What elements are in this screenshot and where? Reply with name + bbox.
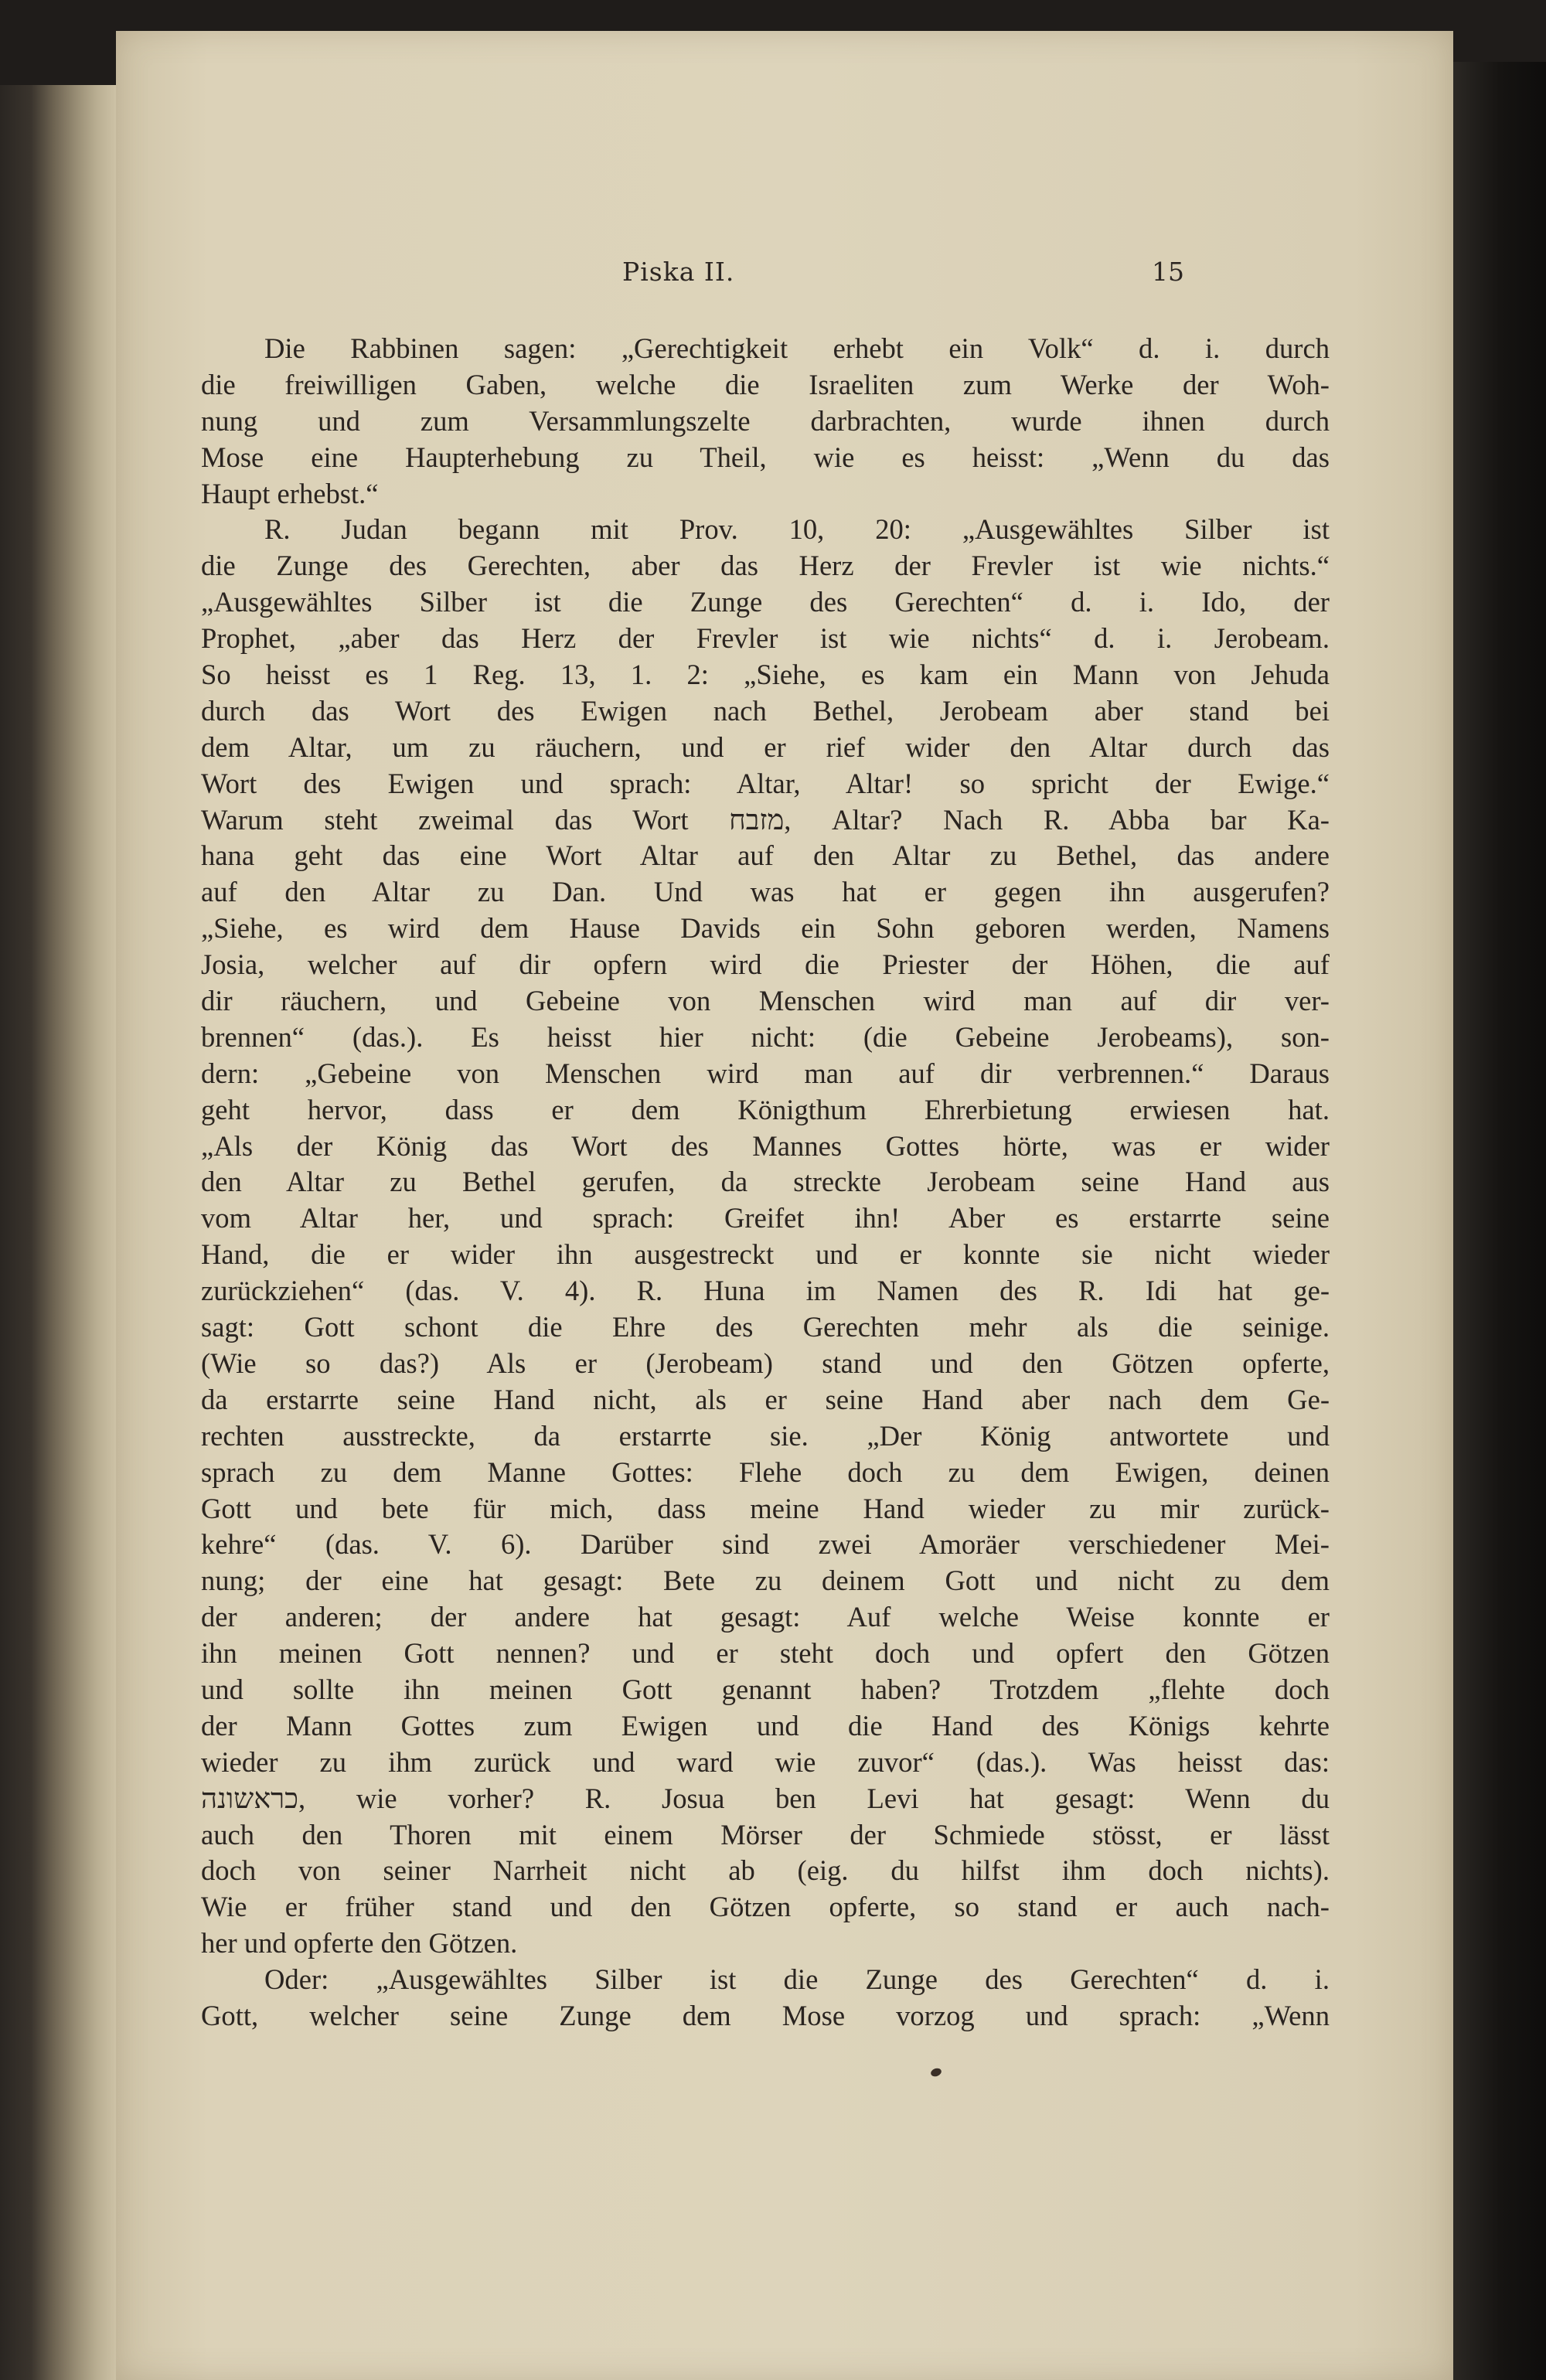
text-line: hana geht das eine Wort Altar auf den Altar zu Bethel, das andere <box>201 839 1330 872</box>
text-line: Die Rabbinen sagen: „Gerechtigkeit erhebt ein Volk“ d. i. durch <box>264 332 1330 364</box>
text-line: כראשונה, wie vorher? R. Josua ben Levi hat gesagt: Wenn du <box>201 1782 1330 1814</box>
text-line: zurückziehen“ (das. V. 4). R. Huna im Namen des R. Idi hat ge- <box>201 1275 1330 1307</box>
text-line: her und opferte den Götzen. <box>201 1927 518 1959</box>
text-line: So heisst es 1 Reg. 13, 1. 2: „Siehe, es kam ein Mann von Jehuda <box>201 659 1330 691</box>
text-line: nung; der eine hat gesagt: Bete zu deinem Gott und nicht zu dem <box>201 1565 1330 1597</box>
text-line: R. Judan begann mit Prov. 10, 20: „Ausgewähltes Silber ist <box>264 513 1330 546</box>
text-line: nung und zum Versammlungszelte darbrachten, wurde ihnen durch <box>201 404 1330 437</box>
text-line: die Zunge des Gerechten, aber das Herz der Frevler ist wie nichts.“ <box>201 550 1330 582</box>
text-line: die freiwilligen Gaben, welche die Israeliten zum Werke der Woh- <box>201 368 1330 400</box>
text-line: Haupt erhebst.“ <box>201 477 379 509</box>
text-line: doch von seiner Narrheit nicht ab (eig. du hilfst ihm doch nichts). <box>201 1854 1330 1887</box>
text-line: (Wie so das?) Als er (Jerobeam) stand und den Götzen opferte, <box>201 1347 1330 1379</box>
text-line: wieder zu ihm zurück und ward wie zuvor“ (das.). Was heisst das: <box>201 1745 1330 1778</box>
text-line: brennen“ (das.). Es heisst hier nicht: (die Gebeine Jerobeams), son- <box>201 1020 1330 1053</box>
text-line: sagt: Gott schont die Ehre des Gerechten mehr als die seinige. <box>201 1311 1330 1343</box>
book-cover-edge <box>1453 62 1546 2380</box>
text-line: „Als der König das Wort des Mannes Gottes hörte, was er wider <box>201 1129 1330 1162</box>
text-line: sprach zu dem Manne Gottes: Flehe doch zu dem Ewigen, deinen <box>201 1456 1330 1488</box>
text-line: dem Altar, um zu räuchern, und er rief wider den Altar durch das <box>201 730 1330 763</box>
text-line: Gott und bete für mich, dass meine Hand wieder zu mir zurück- <box>201 1492 1330 1524</box>
text-line: dern: „Gebeine von Menschen wird man auf dir verbrennen.“ Daraus <box>201 1057 1330 1089</box>
text-line: rechten ausstreckte, da erstarrte sie. „Der König antwortete und <box>201 1419 1330 1452</box>
text-line: vom Altar her, und sprach: Greifet ihn! Aber es erstarrte seine <box>201 1202 1330 1234</box>
book-left-edge <box>0 85 116 2380</box>
ink-speck <box>930 2067 943 2078</box>
text-line: „Siehe, es wird dem Hause Davids ein Sohn geboren werden, Namens <box>201 912 1330 945</box>
body-text <box>201 331 1330 2034</box>
text-line: kehre“ (das. V. 6). Darüber sind zwei Amoräer verschiedener Mei- <box>201 1528 1330 1561</box>
text-line: Wort des Ewigen und sprach: Altar, Altar! so spricht der Ewige.“ <box>201 767 1330 799</box>
text-line: Gott, welcher seine Zunge dem Mose vorzog und sprach: „Wenn <box>201 1999 1330 2031</box>
text-line: den Altar zu Bethel gerufen, da streckte Jerobeam seine Hand aus <box>201 1166 1330 1198</box>
text-line: der Mann Gottes zum Ewigen und die Hand des Königs kehrte <box>201 1709 1330 1742</box>
page-number: 15 <box>1152 257 1184 287</box>
text-line: Oder: „Ausgewähltes Silber ist die Zunge des Gerechten“ d. i. <box>264 1963 1330 1996</box>
text-line: geht hervor, dass er dem Königthum Ehrerbietung erwiesen hat. <box>201 1093 1330 1125</box>
text-line: und sollte ihn meinen Gott genannt haben? Trotzdem „flehte doch <box>201 1673 1330 1705</box>
running-header <box>116 257 1453 303</box>
text-line: auch den Thoren mit einem Mörser der Schmiede stösst, er lässt <box>201 1818 1330 1851</box>
text-line: dir räuchern, und Gebeine von Menschen wird man auf dir ver- <box>201 985 1330 1017</box>
text-line: Wie er früher stand und den Götzen opferte, so stand er auch nach- <box>201 1891 1330 1923</box>
text-line: durch das Wort des Ewigen nach Bethel, Jerobeam aber stand bei <box>201 694 1330 727</box>
text-line: ihn meinen Gott nennen? und er steht doch und opfert den Götzen <box>201 1637 1330 1670</box>
text-line: Josia, welcher auf dir opfern wird die Priester der Höhen, die auf <box>201 948 1330 981</box>
page-paper <box>116 31 1453 2380</box>
text-line: „Ausgewähltes Silber ist die Zunge des Gerechten“ d. i. Ido, der <box>201 586 1330 618</box>
text-line: Mose eine Haupterhebung zu Theil, wie es heisst: „Wenn du das <box>201 441 1330 473</box>
text-line: der anderen; der andere hat gesagt: Auf welche Weise konnte er <box>201 1601 1330 1633</box>
text-line: Prophet, „aber das Herz der Frevler ist wie nichts“ d. i. Jerobeam. <box>201 622 1330 655</box>
text-line: auf den Altar zu Dan. Und was hat er gegen ihn ausgerufen? <box>201 876 1330 908</box>
text-line: da erstarrte seine Hand nicht, als er seine Hand aber nach dem Ge- <box>201 1383 1330 1415</box>
text-line: Warum steht zweimal das Wort מזבח, Altar? Nach R. Abba bar Ka- <box>201 803 1330 836</box>
running-title: Piska II. <box>622 257 735 287</box>
text-line: Hand, die er wider ihn ausgestreckt und er konnte sie nicht wieder <box>201 1238 1330 1271</box>
